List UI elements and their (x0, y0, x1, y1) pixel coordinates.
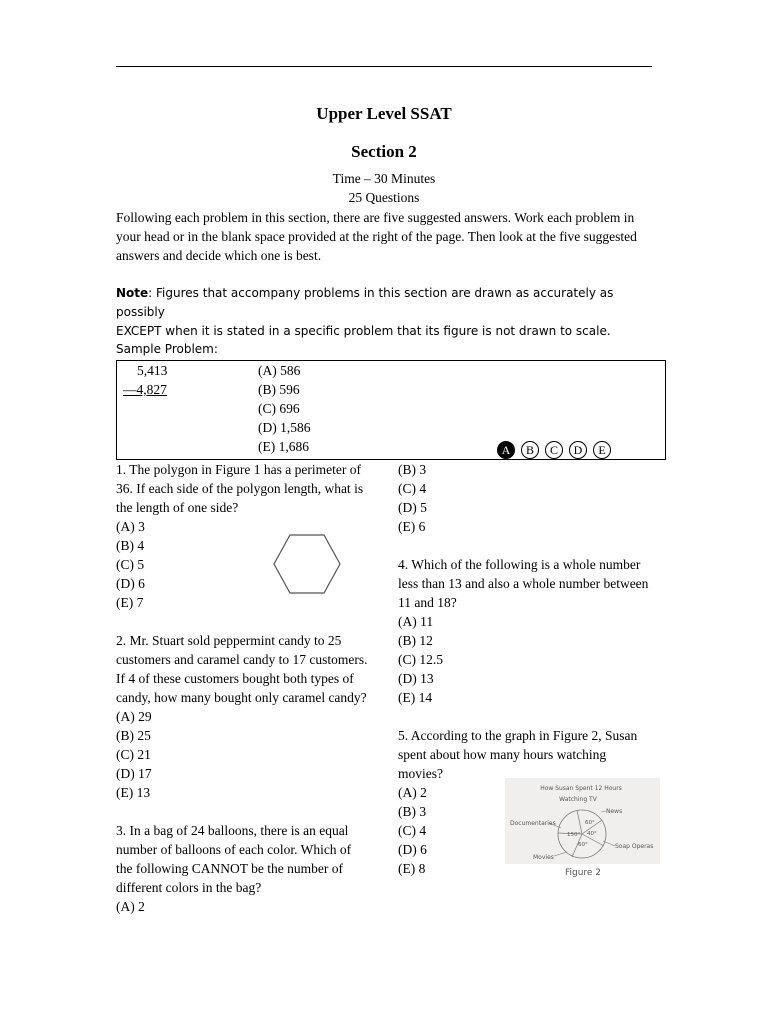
sample-choice: (D) 1,586 (258, 420, 311, 435)
answer-choice: (C) 12.5 (398, 652, 443, 667)
sample-choice: (B) 596 (258, 382, 300, 397)
answer-choice: (D) 17 (116, 766, 152, 781)
answer-choice: (B) 12 (398, 633, 433, 648)
figure-2-angle: 40° (587, 831, 597, 837)
left-column (116, 460, 386, 916)
answer-choice: (A) 2 (116, 899, 145, 914)
question-line: 11 and 18? (398, 595, 457, 610)
answer-choice: (D) 6 (398, 842, 427, 857)
answer-bubble-d[interactable]: D (569, 441, 587, 459)
answer-bubble-b[interactable]: B (521, 441, 539, 459)
answer-choice: (C) 5 (116, 557, 145, 572)
figure-2-caption: Figure 2 (564, 868, 602, 878)
answer-choice: (C) 4 (398, 481, 427, 496)
figure-2-label-news: News (606, 808, 623, 815)
hexagon-figure (272, 533, 342, 595)
question-line: different colors in the bag? (116, 880, 262, 895)
answer-choice: (E) 6 (398, 519, 426, 534)
spacer (398, 707, 668, 726)
question-line: spent about how many hours watching (398, 747, 607, 762)
sample-choice: (C) 696 (258, 401, 300, 416)
question-line: number of balloons of each color. Which of (116, 842, 352, 857)
question-line: 4. Which of the following is a whole number (398, 557, 641, 572)
question-line: 36. If each side of the polygon length, what is (116, 481, 364, 496)
figure-2-label-documentaries: Documentaries (510, 820, 556, 827)
answer-bubble-e[interactable]: E (593, 441, 611, 459)
question-line: 3. In a bag of 24 balloons, there is an equal (116, 823, 349, 838)
figure-2-angle: 150° (567, 832, 581, 838)
answer-choice: (B) 25 (116, 728, 151, 743)
question-line: the following CANNOT be the number of (116, 861, 343, 876)
instructions-line: answers and decide which one is best. (116, 248, 322, 263)
question-line: 5. According to the graph in Figure 2, Susan (398, 728, 638, 743)
answer-choice: (E) 7 (116, 595, 144, 610)
figure-2-angle: 60° (585, 820, 595, 826)
figure-2-label-soap: Soap Operas (615, 843, 654, 850)
note-text: : Figures that accompany problems in this section are drawn as accurately as possibly (116, 286, 614, 319)
answer-choice: (A) 29 (116, 709, 152, 724)
answer-choice: (B) 3 (398, 462, 427, 477)
sample-choice: (E) 1,686 (258, 439, 309, 454)
top-rule (116, 66, 652, 67)
question-line: candy, how many bought only caramel candy? (116, 690, 367, 705)
section-title: Section 2 (351, 142, 417, 161)
spacer (116, 612, 386, 631)
answer-choice: (A) 2 (398, 785, 427, 800)
time-limit: Time – 30 Minutes (332, 171, 436, 186)
spacer (398, 536, 668, 555)
instructions (116, 208, 656, 265)
answer-choice: (E) 14 (398, 690, 433, 705)
figure-2-label-movies: Movies (533, 854, 554, 861)
figure-2-title: How Susan Spent 12 Hours (540, 785, 622, 792)
answer-choice: (A) 11 (398, 614, 434, 629)
figure-2-label-tv: Watching TV (559, 796, 597, 803)
answer-choice: (B) 3 (398, 804, 427, 819)
answer-choice: (E) 13 (116, 785, 151, 800)
question-line: less than 13 and also a whole number between (398, 576, 649, 591)
sample-bottom-number: —4,827 (123, 382, 167, 397)
answer-choice: (D) 13 (398, 671, 434, 686)
answer-bubble-c[interactable]: C (545, 441, 563, 459)
answer-choice: (C) 21 (116, 747, 151, 762)
page-title: Upper Level SSAT (316, 104, 452, 123)
question-line: customers and caramel candy to 17 customers. (116, 652, 368, 667)
answer-choice: (B) 4 (116, 538, 145, 553)
spacer (116, 802, 386, 821)
instructions-line: Following each problem in this section, there are five suggested answers. Work each problem in (116, 210, 635, 225)
answer-choice: (D) 6 (116, 576, 145, 591)
question-line: 2. Mr. Stuart sold peppermint candy to 25 (116, 633, 342, 648)
note-label: Note (116, 286, 149, 300)
figure-2-angle: 60° (578, 842, 588, 848)
question-line: the length of one side? (116, 500, 239, 515)
answer-bubbles (497, 441, 611, 459)
sample-choice: (A) 586 (258, 363, 301, 378)
note-text: EXCEPT when it is stated in a specific problem that its figure is not drawn to scale. (116, 324, 611, 338)
question-count: 25 Questions (348, 190, 420, 205)
sample-label: Sample Problem: (116, 342, 218, 356)
question-line: movies? (398, 766, 443, 781)
question-line: If 4 of these customers bought both types of (116, 671, 354, 686)
note (116, 284, 656, 341)
answer-choice: (D) 5 (398, 500, 427, 515)
instructions-line: your head or in the blank space provided at the right of the page. Then look at the five suggested (116, 229, 637, 244)
question-line: 1. The polygon in Figure 1 has a perimeter of (116, 462, 361, 477)
figure-2-pie-chart (505, 778, 660, 878)
answer-choice: (A) 3 (116, 519, 145, 534)
sample-top-number: 5,413 (137, 363, 168, 378)
answer-choice: (E) 8 (398, 861, 426, 876)
answer-choice: (C) 4 (398, 823, 427, 838)
answer-bubble-a[interactable]: A (497, 441, 515, 459)
